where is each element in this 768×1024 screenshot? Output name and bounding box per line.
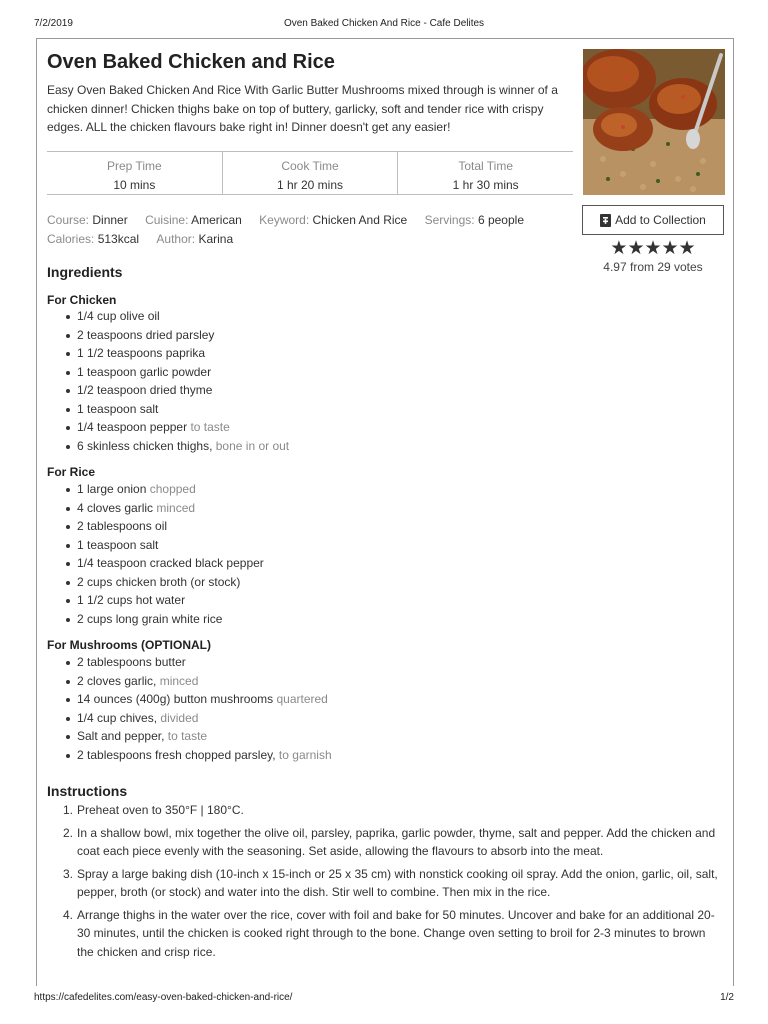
instruction-list [47,801,719,965]
add-to-collection-label: Add to Collection [615,213,706,227]
meta-author-value: Karina [198,232,234,246]
print-page-number: 1/2 [720,992,734,1003]
ingredient-item: 1/4 teaspoon cracked black pepper [77,554,264,573]
prep-time-value: 10 mins [113,178,156,192]
ingredient-item: 2 teaspoons dried parsley [77,326,289,345]
print-footer [34,992,734,1006]
meta-keyword-value: Chicken And Rice [312,213,408,227]
ingredient-item: 1 1/2 teaspoons paprika [77,344,289,363]
meta-calories-value: 513kcal [97,232,140,246]
ingredient-item: 1 large onion chopped [77,480,264,499]
meta-calories-key: Calories: [47,232,95,246]
meta-servings-value: 6 people [477,213,524,227]
ingredient-item: 2 tablespoons oil [77,517,264,536]
print-doc-title: Oven Baked Chicken And Rice - Cafe Delites [283,18,485,29]
cook-time [222,152,398,194]
meta-servings-key: Servings: [424,213,475,227]
ingredient-item: 2 cups chicken broth (or stock) [77,573,264,592]
ingredient-list-chicken [77,307,289,455]
recipe-photo [583,49,725,195]
ingredient-item: 2 cups long grain white rice [77,610,264,629]
meta-author-key: Author: [156,232,196,246]
ingredient-item: 1/4 cup olive oil [77,307,289,326]
print-date: 7/2/2019 [34,18,73,29]
ingredient-item: 6 skinless chicken thighs, bone in or out [77,437,289,456]
ingredient-item: 1 1/2 cups hot water [77,591,264,610]
recipe-title: Oven Baked Chicken and Rice [47,51,335,73]
ingredient-item: 2 tablespoons fresh chopped parsley, to garnish [77,746,332,765]
meta-course-value: Dinner [92,213,128,227]
add-to-collection-button[interactable] [582,205,724,235]
meta-cuisine-key: Cuisine: [145,213,189,227]
ingredient-item: 1/2 teaspoon dried thyme [77,381,289,400]
ingredient-item: 1/4 teaspoon pepper to taste [77,418,289,437]
ingredient-item: 1/4 cup chives, divided [77,709,332,728]
ingredient-item: 2 cloves garlic, minced [77,672,332,691]
meta-course [47,211,128,230]
meta-servings [425,211,524,230]
group-title-chicken: For Chicken [47,293,117,307]
meta-keyword-key: Keyword: [259,213,310,227]
instruction-step: 3. Spray a large baking dish (10-inch x 15-inch or 25 x 35 cm) with nonstick cooking oil spray. Add the onion, garlic, oil, salt, pepper, broth (or stock) and water into the dish. Stir well to combine. Then mix in the rice. [63,866,718,899]
rating-votes: 4.97 from 29 votes [603,260,703,274]
group-title-mushrooms: For Mushrooms (OPTIONAL) [47,638,211,652]
recipe-times [47,151,573,195]
total-time-value: 1 hr 30 mins [452,178,519,192]
ingredient-item: 1 teaspoon salt [77,536,264,555]
recipe-card [36,38,734,986]
meta-author [156,230,233,249]
rating-stars[interactable]: ★★★★★ [610,238,696,259]
recipe-summary: Easy Oven Baked Chicken And Rice With Garlic Butter Mushrooms mixed through is winner of a chicken dinner! Chicken thighs bake on top of buttery, garlicky, soft and tender rice with crispy edges. ALL the chicken flavours bake right in! Dinner doesn't get any easier! [47,83,558,134]
instruction-step: 2. In a shallow bowl, mix together the olive oil, parsley, paprika, garlic powder, thyme, salt and pepper. Add the chicken and coat each piece evenly with the seasoning. Set aside, allowing the flavours to absorb into the meat. [63,825,716,858]
instruction-step: 4. Arrange thighs in the water over the rice, cover with foil and bake for 50 minutes. Uncover and bake for an additional 20-30 minutes, until the chicken is cooked right through to the bone. Change oven setting to broil for 2-3 minutes to brown the chicken and crisp rice. [63,907,715,959]
recipe-photo-illustration [583,49,725,195]
ingredient-list-mushrooms [77,653,332,764]
collection-icon [600,214,611,227]
meta-keyword [259,211,407,230]
prep-time [47,152,222,194]
meta-calories [47,230,139,249]
ingredient-list-rice [77,480,264,628]
print-url: https://cafedelites.com/easy-oven-baked-chicken-and-rice/ [34,992,293,1003]
recipe-meta [47,211,577,249]
ingredient-item: 1 teaspoon salt [77,400,289,419]
ingredients-heading: Ingredients [47,264,123,280]
ingredient-item: 1 teaspoon garlic powder [77,363,289,382]
print-header [34,18,734,32]
instructions-heading: Instructions [47,783,128,799]
cook-time-label: Cook Time [281,159,339,173]
ingredient-item: Salt and pepper, to taste [77,727,332,746]
instruction-step: 1. Preheat oven to 350°F | 180°C. [63,803,244,817]
total-time [397,152,573,194]
prep-time-label: Prep Time [106,159,162,173]
meta-course-key: Course: [47,213,90,227]
meta-cuisine [145,211,242,230]
total-time-label: Total Time [458,159,514,173]
group-title-rice: For Rice [47,465,96,479]
ingredient-item: 4 cloves garlic minced [77,499,264,518]
ingredient-item: 14 ounces (400g) button mushrooms quartered [77,690,332,709]
meta-cuisine-value: American [191,213,242,227]
cook-time-value: 1 hr 20 mins [276,178,344,192]
ingredient-item: 2 tablespoons butter [77,653,332,672]
